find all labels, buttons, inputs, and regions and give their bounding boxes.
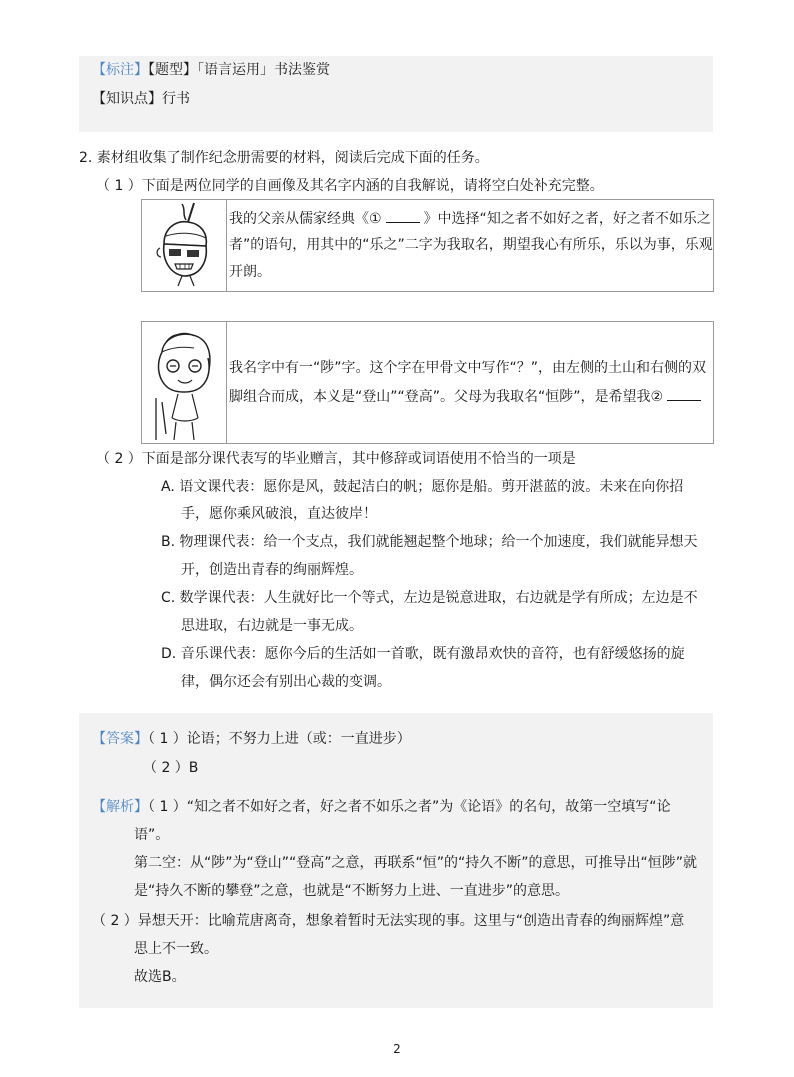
answer-tag: 【答案】 <box>92 731 148 747</box>
card-1-line-3: 开朗。 <box>229 264 271 280</box>
option-a-line-2: 手，愿你乘风破浪，直达彼岸！ <box>181 506 377 522</box>
question-type: 【题型】「语言运用」书法鉴赏 <box>148 62 330 78</box>
analysis-tag: 【解析】 <box>92 799 148 815</box>
option-c-line-2: 思进取，右边就是一事无成。 <box>181 618 363 634</box>
analysis-p1-l2: 语”。 <box>134 827 170 843</box>
option-d-line-2: 律，偶尔还会有别出心裁的变调。 <box>181 674 391 690</box>
option-a-line-1: A. 语文课代表：愿你是风，鼓起洁白的帆；愿你是船。剪开湛蓝的波。未来在向你招 <box>161 479 684 495</box>
portrait-sketch-icon <box>142 322 226 443</box>
answer-1: （ 1 ）论语；不努力上进（或：一直进步） <box>148 731 411 747</box>
analysis-p1-l1: （ 1 ）“知之者不如好之者，好之者不如乐之者”为《论语》的名句，故第一空填写“论 <box>148 799 671 815</box>
self-portrait-card-2 <box>141 321 714 444</box>
portrait-sketch-icon <box>142 200 226 291</box>
analysis-p2-l1: 第二空：从“陟”为“登山”“登高”之意，再联系“恒”的“持久不断”的意思，可推导出“恒陟”就 <box>134 855 698 871</box>
option-b-line-1: B. 物理课代表：给一个支点，我们就能翘起整个地球；给一个加速度，我们就能异想天 <box>161 534 698 550</box>
card-1-line-1b: 》中选择“知之者不如好之者，好之者不如乐之 <box>423 211 711 227</box>
answer-blank-1 <box>386 208 420 223</box>
self-portrait-drawing-2 <box>142 322 227 443</box>
card-1-line-2: 者”的语句，用其中的“乐之”二字为我取名，期望我心有所乐，乐以为事，乐观 <box>229 237 713 253</box>
analysis-line-1 <box>92 797 671 817</box>
subquestion-1: （ 1 ）下面是两位同学的自画像及其名字内涵的自我解说，请将空白处补充完整。 <box>96 178 604 194</box>
answer-2: （ 2 ）B <box>143 760 199 776</box>
answer-blank-2 <box>667 386 701 401</box>
analysis-p3-l2: 思上不一致。 <box>134 941 218 957</box>
analysis-p3-l1: （ 2 ）异想天开：比喻荒唐离奇，想象着暂时无法实现的事。这里与“创造出青春的绚丽辉煌”意 <box>92 913 685 929</box>
knowledge-point: 【知识点】行书 <box>92 91 190 107</box>
page-number: 2 <box>393 1042 401 1056</box>
self-portrait-card-1 <box>141 199 714 292</box>
option-c-line-1: C. 数学课代表：人生就好比一个等式，左边是锐意进取，右边就是学有所成；左边是不 <box>161 590 698 606</box>
option-b-line-2: 开，创造出青春的绚丽辉煌。 <box>181 562 363 578</box>
answer-line-1 <box>92 729 411 749</box>
analysis-p2-l2: 是“持久不断的攀登”之意，也就是“不断努力上进、一直进步”的意思。 <box>134 883 570 899</box>
card-2-line-2: 脚组合而成，本义是“登山”“登高”。父母为我取名“恒陟”，是希望我② <box>229 389 664 405</box>
analysis-p3-l3: 故选B。 <box>134 969 186 985</box>
option-d-line-1: D. 音乐课代表：愿你今后的生活如一首歌，既有激昂欢快的音符，也有舒缓悠扬的旋 <box>161 646 685 662</box>
self-portrait-drawing-1 <box>142 200 227 291</box>
card-2-line-1: 我名字中有一“陟”字。这个字在甲骨文中写作“？”，由左侧的土山和右侧的双 <box>229 360 707 376</box>
annotation-tag: 【标注】 <box>92 62 148 78</box>
subquestion-2: （ 2 ）下面是部分课代表写的毕业赠言，其中修辞或词语使用不恰当的一项是 <box>96 451 576 467</box>
annotation-line-1 <box>92 60 330 80</box>
card-1-line-1a: 我的父亲从儒家经典《① <box>229 211 382 227</box>
question-stem: 2. 素材组收集了制作纪念册需要的材料，阅读后完成下面的任务。 <box>79 150 489 166</box>
